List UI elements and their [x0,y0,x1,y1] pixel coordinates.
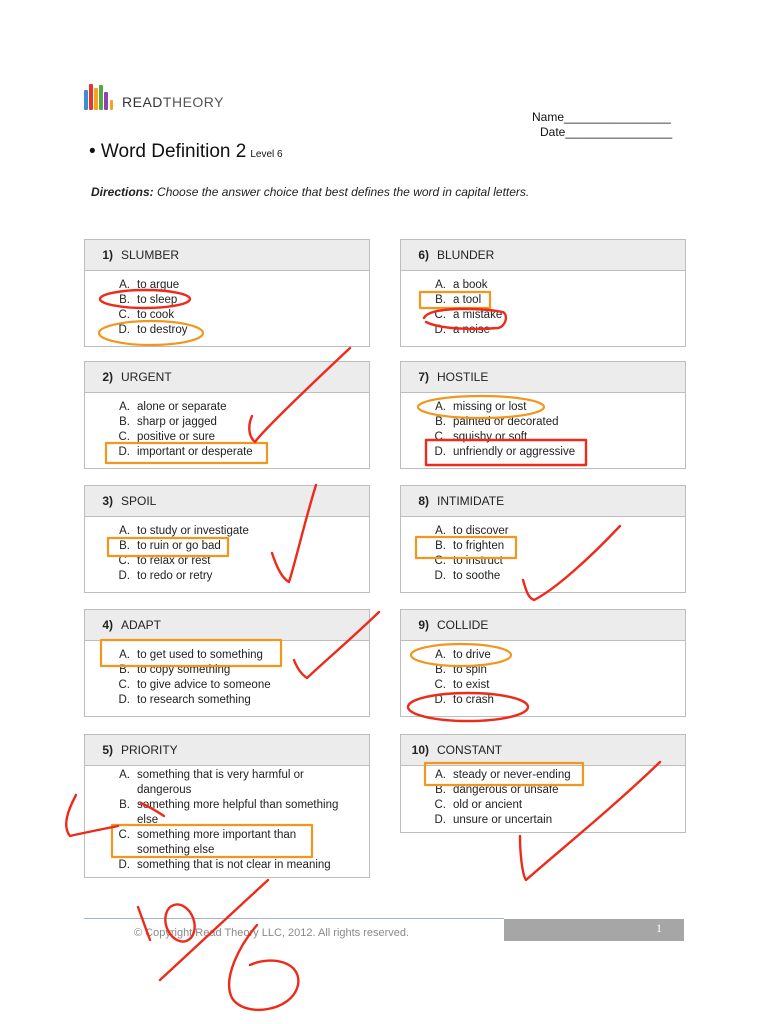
option-continued: something else [137,844,215,856]
date-field: Date________________ [540,125,673,139]
question-5 [84,734,370,878]
option[interactable]: A. to argue [119,279,180,291]
options-list [85,766,369,873]
option[interactable]: C. to cook [118,309,175,321]
footer-divider [84,918,504,919]
question-header [401,240,685,271]
options-list [401,766,685,828]
name-date-block [532,110,672,140]
options-list [401,641,685,708]
question-header [85,610,369,641]
options-list [401,393,685,460]
directions [91,185,529,199]
title-text: • Word Definition 2 [89,141,247,162]
option[interactable]: A. a book [435,279,488,291]
options-list [85,271,369,338]
options-list [401,517,685,584]
question-word: ADAPT [121,618,162,632]
question-header [401,486,685,517]
option[interactable]: D. to redo or retry [118,570,213,582]
question-3 [84,485,370,593]
question-word: URGENT [121,370,172,384]
question-word: HOSTILE [437,370,489,384]
option[interactable]: D. unsure or uncertain [434,814,553,826]
question-number: 7) [418,370,429,384]
option[interactable]: B. to frighten [435,540,505,552]
question-number: 5) [102,743,113,757]
option[interactable]: B. dangerous or unsafe [435,784,559,796]
option[interactable]: B. to spin [435,664,487,676]
option[interactable]: D. to research something [118,694,251,706]
question-6 [400,239,686,347]
question-number: 6) [418,248,429,262]
option[interactable]: D. to destroy [118,324,188,336]
option[interactable]: B. painted or decorated [435,416,559,428]
question-header [401,735,685,766]
option[interactable]: B. to copy something [119,664,231,676]
option[interactable]: C. to exist [434,679,490,691]
question-word: PRIORITY [121,743,178,757]
option[interactable]: B. sharp or jagged [119,416,217,428]
level-label: Level 6 [250,149,283,160]
page-number: 1 [656,921,662,935]
option[interactable]: C. to instruct [434,555,503,567]
question-number: 4) [102,618,113,632]
question-number: 3) [102,494,113,508]
option[interactable]: A. to drive [435,649,491,661]
option[interactable]: C. something more important than [118,829,297,841]
question-1 [84,239,370,347]
question-number: 2) [102,370,113,384]
option[interactable]: B. to sleep [119,294,178,306]
option-continued: else [137,814,159,826]
option[interactable]: B. a tool [435,294,482,306]
options-list [401,271,685,338]
option[interactable]: A. something that is very harmful or [119,769,304,781]
options-list [85,641,369,708]
option[interactable]: D. something that is not clear in meaning [118,859,331,871]
question-2 [84,361,370,469]
option[interactable]: C. a mistake [434,309,503,321]
question-word: BLUNDER [437,248,495,262]
option-continued: dangerous [137,784,192,796]
question-header [85,362,369,393]
option[interactable]: D. to crash [434,694,494,706]
option[interactable]: A. to study or investigate [119,525,249,537]
directions-label: Directions: [91,185,154,199]
option[interactable]: C. positive or sure [118,431,215,443]
option[interactable]: D. important or desperate [118,446,253,458]
page-number-bar [504,919,684,941]
options-list [85,393,369,460]
books-logo-icon [84,84,116,110]
question-number: 8) [418,494,429,508]
option[interactable]: C. to relax or rest [118,555,211,567]
option[interactable]: A. missing or lost [435,401,527,413]
question-word: INTIMIDATE [437,494,505,508]
option[interactable]: A. to get used to something [119,649,263,661]
readtheory-logo [84,84,224,110]
option[interactable]: A. steady or never-ending [435,769,571,781]
question-number: 9) [418,618,429,632]
copyright-text: © Copyright Read Theory LLC, 2012. All rights reserved. [134,927,410,939]
option[interactable]: D. a noise [434,324,491,336]
question-number: 10) [411,743,429,757]
question-9 [400,609,686,717]
question-word: SPOIL [121,494,157,508]
option[interactable]: B. something more helpful than something [119,799,339,811]
options-list [85,517,369,584]
question-8 [400,485,686,593]
question-word: COLLIDE [437,618,489,632]
question-header [85,240,369,271]
question-header [85,486,369,517]
option[interactable]: D. to soothe [434,570,501,582]
question-header [401,362,685,393]
logo-text: READTHEORY [122,94,224,110]
directions-text: Choose the answer choice that best defines the word in capital letters. [157,185,530,199]
option[interactable]: A. alone or separate [119,401,227,413]
name-field: Name________________ [532,110,671,124]
option[interactable]: C. squishy or soft [434,431,528,443]
option[interactable]: C. to give advice to someone [118,679,271,691]
question-number: 1) [102,248,113,262]
option[interactable]: B. to ruin or go bad [119,540,221,552]
question-word: CONSTANT [437,743,503,757]
question-header [401,610,685,641]
option[interactable]: D. unfriendly or aggressive [434,446,576,458]
page-title [89,141,283,163]
question-word: SLUMBER [121,248,180,262]
question-7 [400,361,686,469]
option[interactable]: A. to discover [435,525,509,537]
option[interactable]: C. old or ancient [434,799,523,811]
question-header [85,735,369,766]
question-4 [84,609,370,717]
question-10 [400,734,686,833]
